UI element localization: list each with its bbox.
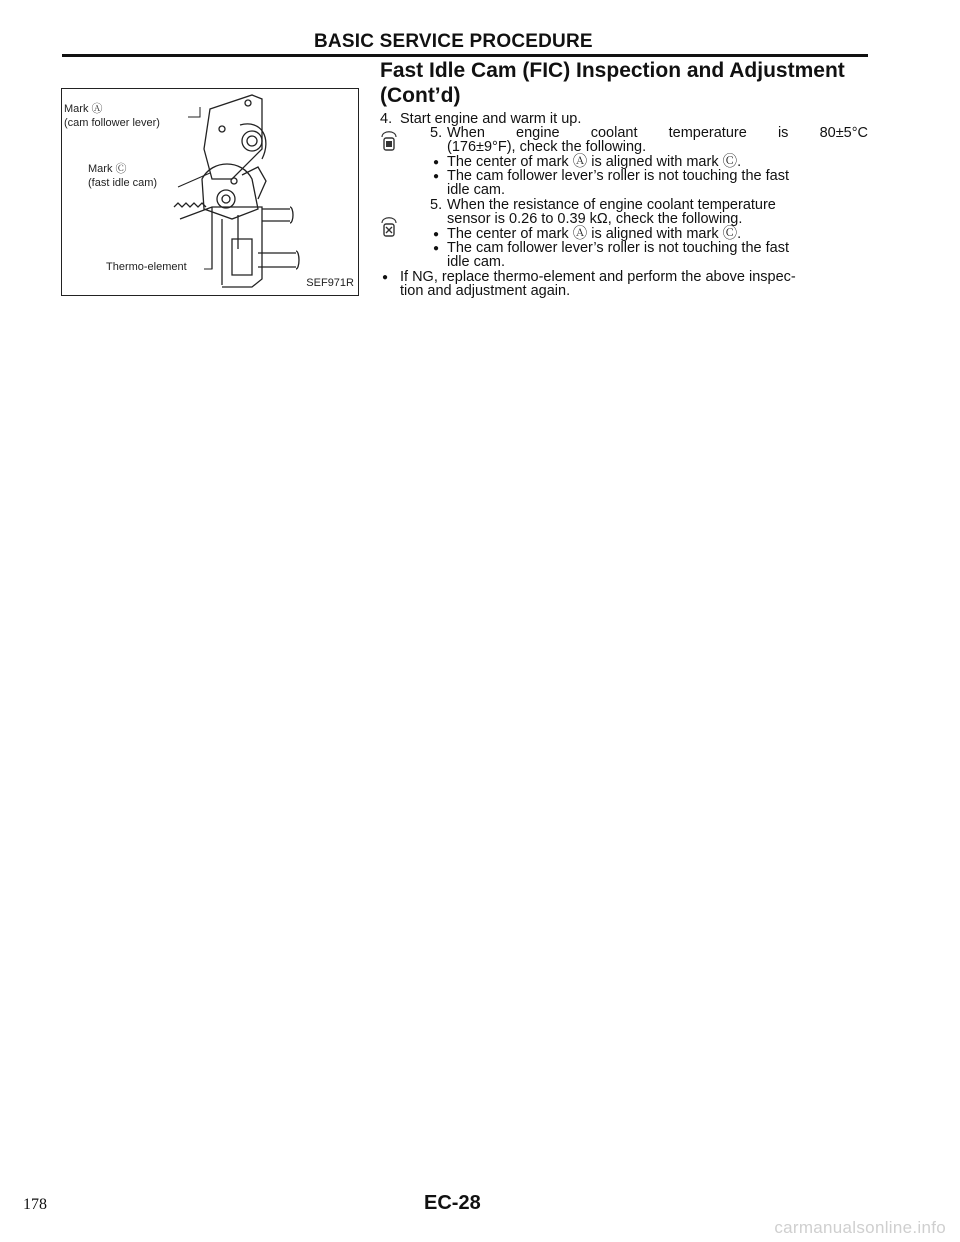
step-5a-line-1: When engine coolant temperature is 80±5°C — [447, 125, 868, 141]
bullet-ng: ● — [382, 272, 389, 283]
ng-note-line-2: tion and adjustment again. — [400, 283, 571, 299]
step-5b-bullet-2-line-1: The cam follower lever’s roller is not touching the fast — [447, 240, 789, 256]
label-mark-c: Mark Ⓒ — [88, 163, 127, 175]
bullet-5a-1: ● — [433, 157, 440, 168]
step-5b-bullet-2-line-2: idle cam. — [447, 254, 506, 270]
step-5a-line-2: (176±9°F), check the following. — [447, 139, 647, 155]
step-5b-bullet-2-row — [380, 241, 868, 270]
watermark: carmanualsonline.info — [774, 1218, 946, 1237]
step-5-resistance — [380, 198, 868, 241]
step-5a-bullet-2-line-1: The cam follower lever’s roller is not touching the fast — [447, 168, 789, 184]
step-5a-bullet-2-line-2: idle cam. — [447, 182, 506, 198]
step-5b-bullet-1: The center of mark Ⓐ is aligned with mark Ⓒ. — [447, 226, 742, 242]
step-5a-bullet-1: The center of mark Ⓐ is aligned with mark Ⓒ. — [447, 154, 742, 170]
figure-code: SEF971R — [306, 277, 354, 289]
page-header-title: BASIC SERVICE PROCEDURE — [314, 31, 593, 52]
step-5a-number: 5. — [430, 125, 443, 141]
label-mark-a: Mark Ⓐ — [64, 103, 103, 115]
label-thermo-element: Thermo-element — [106, 261, 187, 273]
bullet-5b-1: ● — [433, 229, 440, 240]
step-4 — [380, 112, 868, 126]
step-4-number: 4. — [380, 111, 393, 127]
footer-page-code: EC-28 — [424, 1192, 481, 1214]
ng-note — [380, 270, 868, 299]
bullet-5b-2: ● — [433, 243, 440, 254]
figure-box — [61, 88, 359, 296]
step-5b-line-2: sensor is 0.26 to 0.39 kΩ, check the following. — [447, 211, 743, 227]
label-fast-idle-cam: (fast idle cam) — [88, 177, 158, 189]
bullet-5a-2: ● — [433, 171, 440, 182]
section-title: Fast Idle Cam (FIC) Inspection and Adjustment (Cont’d) — [380, 59, 845, 107]
header-rule — [62, 54, 868, 57]
footer-page-number: 178 — [23, 1196, 47, 1213]
ng-note-line-1: If NG, replace thermo-element and perform the above inspec- — [400, 269, 796, 285]
step-5a-bullet-2-row — [380, 169, 868, 198]
step-4-text: Start engine and warm it up. — [400, 111, 582, 127]
step-5-temperature — [380, 126, 868, 169]
label-cam-follower-lever: (cam follower lever) — [64, 117, 160, 129]
step-5b-number: 5. — [430, 197, 443, 213]
step-5b-line-1: When the resistance of engine coolant temperature — [447, 197, 776, 213]
procedure-text — [380, 112, 868, 299]
